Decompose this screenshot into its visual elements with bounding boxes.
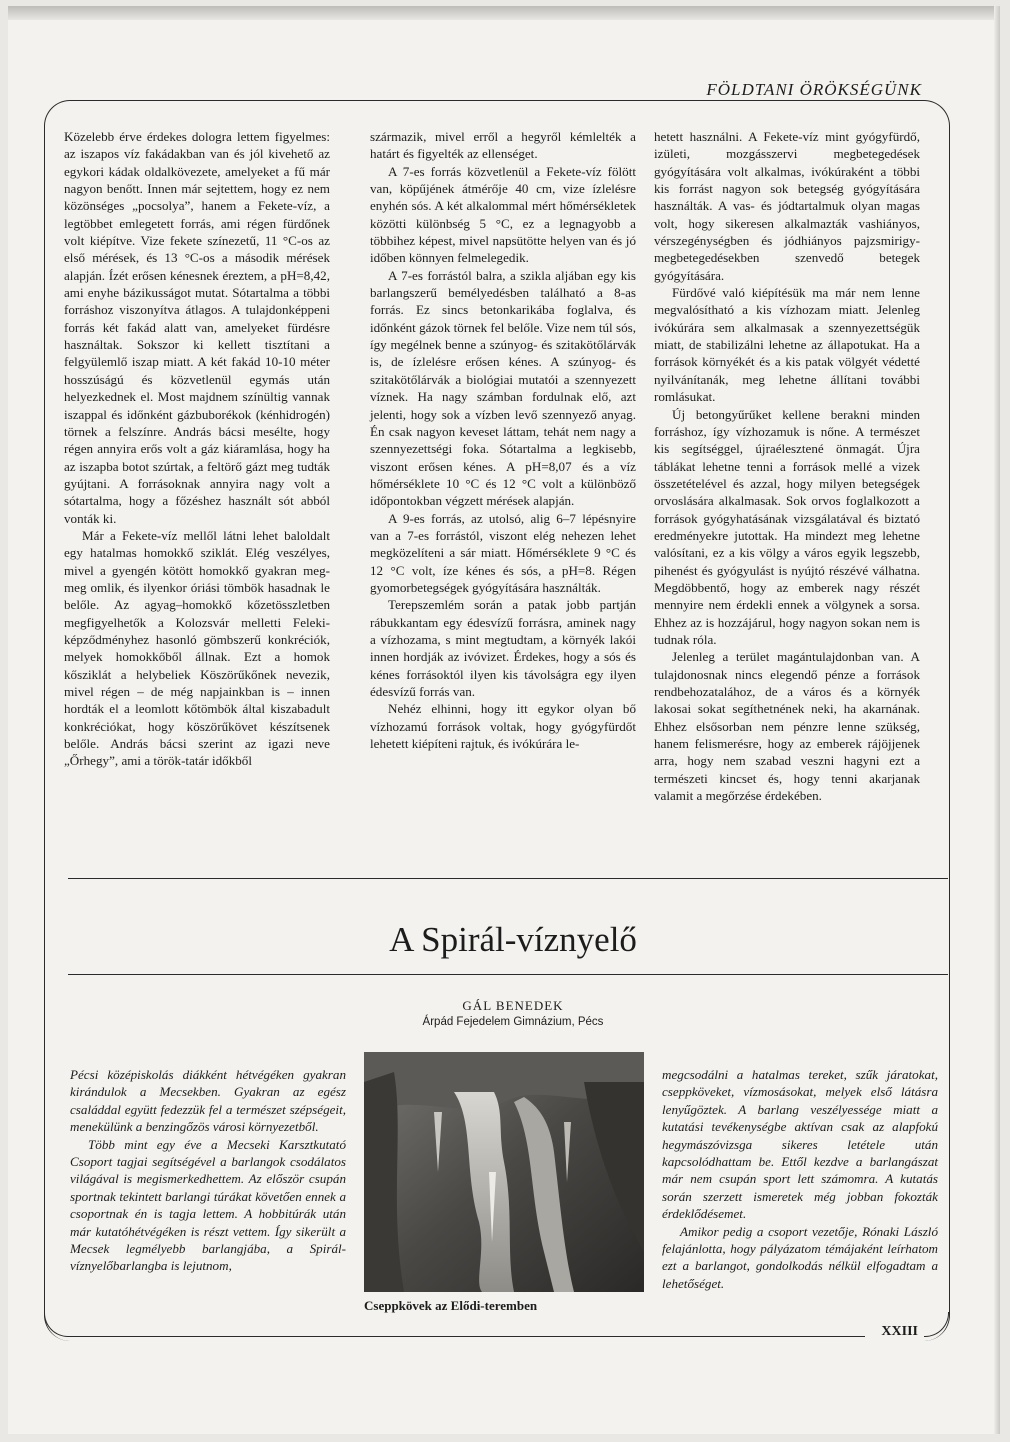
paragraph: megcsodálni a hatalmas tereket, szűk járatokat, cseppköveket, vízmosásokat, melyek első látásra lenyűgöztek. A barlang veszélyessége miatt a kutatási tevékenységbe aktívan csak az alapfokú hegymászóvizsga sikeres letétele után kapcsolódhattam be. Ettől kezdve a barlangászat már nem csupán sport lett számomra. A kutatás során szerzett ismeretek még jobban fokozták érdeklődésemet. (662, 1067, 938, 1222)
page-number: XXIII (877, 1324, 922, 1340)
paragraph: Már a Fekete-víz mellől látni lehet baloldalt egy hatalmas homokkő sziklát. Elég veszélyes, mivel a gyengén kötött homokkő gyakran meg-meg omlik, és ilyenkor óriási tömbök hasadnak le belőle. Az agyag–homokkő kőzetösszletben megfigyelhetők a Kolozsvár melletti Feleki-képződményhez hasonló gömbszerű konkréciók, melyek homokkőből állnak. Ezt a homok kősziklát a helybeliek Köszörűkőnek nevezik, mivel régen – de még napjainkban is – innen hordták el a leomlott kőtömbök által kiszabadult konkréciókat, hogy köszörűkövet készítsenek belőle. András bácsi szerint az igazi neve „Őrhegy”, ami a török-tatár időkből (64, 527, 330, 769)
article-author: GÁL BENEDEK (462, 998, 564, 1013)
magazine-page (8, 6, 1000, 1434)
page-frame-corner (924, 1312, 949, 1337)
paragraph: A 7-es forrás közvetlenül a Fekete-víz fölött van, köpűjének átmérője 40 cm, vize ízlelésre enyhén sós. A két alkalommal mért hőmérsékletek közötti különbség 5 °C, ez a legnagyobb a többihez képest, mivel napsütötte helyen van és jó időben könnyen felmelegedik. (370, 163, 636, 266)
paragraph: Amikor pedig a csoport vezetője, Rónaki László felajánlotta, hogy pályázatom témájaként leírhatom ezt a barlangot, gondolkodás nélkül elfogadtam a lehetőséget. (662, 1223, 938, 1291)
article-column-1 (64, 128, 330, 770)
intro-column-left (70, 1066, 346, 1275)
article-column-2 (370, 128, 636, 752)
article-column-3 (654, 128, 920, 804)
scan-edge-top (8, 6, 1000, 20)
paragraph: Terepszemlém során a patak jobb partján rábukkantam egy édesvízű forrásra, aminek nagy a vízhozama, s mint megtudtam, a környék lakói innen hordják az ivóvizet. Érdekes, hogy a sós és kénes forrásoktól ilyen kis távolságra egy ilyen édesvízű forrás van. (370, 597, 636, 699)
intro-column-right (662, 1066, 938, 1292)
paragraph: Közelebb érve érdekes dologra lettem figyelmes: az iszapos víz fakádakban van és jól kivehető az egykori kádak oldalkövezete, amelyeket a fű már nagyon benőtt. Innen már sejtettem, hogy ez nem közönséges „pocsolya”, hanem a Fekete-víz, a legtöbbet emlegetett forrás, ami régen fürdőnek volt kiépítve. Vize fekete színezetű, 11 °C-os az első mérések, és 13 °C-os a második mérések alapján. Ízét erősen kénesnek éreztem, a pH=8,42, ami enyhe bázikusságot mutat. Sótartalma a többi forráshoz viszonyítva átlagos. A tulajdonképpeni forrás két fakád alatt van, amelyeket fürdésre használtak. Sokszor ki kellett tisztítani a felgyülemlő iszap miatt. A két fakád 10-10 méter hosszúságú és közvetlenül egymás után helyezkednek el. Most majdnem színültig vannak iszappal és időnként gázbuborékok (kénhidrogén) törnek a felszínre. András bácsi mesélte, hogy régen annyira erős volt a gáz kiáramlása, hogy ha az iszapba botot szúrtak, a feltörő gázt meg tudták gyújtani. A forrásoknak annyira nagy volt a sótartalma, hogy a főzéshez használt sót abból vonták ki. (64, 129, 330, 526)
photo-caption: Cseppkövek az Elődi-teremben (364, 1298, 538, 1313)
section-divider (68, 878, 948, 879)
paragraph: Több mint egy éve a Mecseki Karsztkutató Csoport tagjai segítségével a barlangok csodálatos világával is megismerkedhettem. Az először csupán sportnak tekintett barlangi túrákat követően ennek a csoportnak én is tagja lettem. A hobbitúrák után már kutatóhétvégéken is részt vettem. Így sikerült a Mecsek legmélyebb barlangjába, a Spirál-víznyelőbarlangba is lejutnom, (70, 1136, 346, 1274)
paragraph: A 7-es forrástól balra, a szikla aljában egy kis barlangszerű bemélyedésben található a 8-as forrás. Ez sincs betonkarikába foglalva, és időnként gázok törnek fel belőle. Vize nem túl sós, így megélnek benne a szúnyog- és szitakötőlárvák is, de ízlelésre erősen kénes. A szúnyog- és szitakötőlárvák a biológiai mutatói a szennyezett víznek. Ha nagy számban fordulnak elő, azt jelenti, hogy sok a vízben levő szennyező anyag. Én csak nagyon keveset láttam, tehát nem nagy a szennyezettségi foka. Sótartalma a legkisebb, viszont erősen kénes. A pH=8,07 és a víz hőmérséklete 10 °C és 12 °C volt a különböző időpontokban végzett mérések alapján. (370, 267, 636, 509)
paragraph: A 9-es forrás, az utolsó, alig 6–7 lépésnyire van a 7-es forrástól, viszont elég nehezen lehet megközelíteni a sár miatt. Hőmérséklete 9 °C és 12 °C volt, íze kénes és sós, a pH=8. Régen gyomorbetegségek gyógyítására használták. (370, 510, 636, 595)
title-rule (68, 974, 948, 975)
paragraph: Pécsi középiskolás diákként hétvégéken gyakran kirándulok a Mecsekben. Gyakran az egész családdal együtt fedezzük fel a természet szépségeit, menekülünk a benzingőzös városi környezetből. (70, 1067, 346, 1135)
paragraph: Nehéz elhinni, hogy itt egykor olyan bő vízhozamú források voltak, hogy gyógyfürdőt lehetett kiépíteni rajtuk, és ivókúrára le- (370, 701, 636, 752)
paragraph: származik, mivel erről a hegyről kémlelték a határt és figyelték az ellenséget. (370, 129, 636, 162)
paragraph: Új betongyűrűket kellene berakni minden forráshoz, így vízhozamuk is nőne. A természet kis segítséggel, újraélesztené önmagát. Újra táblákat lehetne tenni a források mellé a vizek összetételével és azzal, hogy milyen betegségek orvoslására alkalmasak. Sok orvos foglalkozott a források gyógyhatásának vizsgálatával és biztató eredményekre jutottak. Ha mindezt meg lehetne valósítani, ez a kis völgy a város egyik legszebb, pihenést és gyógyulást is nyújtó részévé válhatna. Megdöbbentő, hogy az emberek nagy részét mennyire nem érdekli ennek a völgynek a sorsa. Ehhez az is hozzájárul, hogy nagyon sokan nem is tudnak róla. (654, 406, 920, 647)
paragraph: hetett használni. A Fekete-víz mint gyógyfürdő, izületi, mozgásszervi megbetegedések gyógyítására volt alkalmas, ivókúraként a többi kis forrást nagyon sok betegség gyógyítására használták. A vas- és jódtartalmuk olyan magas volt, hogy sikeresen alkalmazták vashiányos, vérszegénységben és jódhiányos pajzsmirigy-megbetegedésekben szenvedő betegek gyógyítására. (654, 129, 920, 283)
article-title: A Spirál-víznyelő (389, 920, 637, 959)
scan-edge-right (994, 6, 1000, 1434)
paragraph: Jelenleg a terület magántulajdonban van. A tulajdonosnak nincs elegendő pénze a források rendbehozatalához, de a város és a környék lakosai sokat segíthetnének neki, ha akarnának. Ehhez elsősorban nem pénzre lenne szükség, hanem felismerésre, hogy az emberek rájöjjenek arra, hogy nem szabad veszni hagyni ezt a természeti kincset és, hogy tenni akarjanak valamit a megőrzése érdekében. (654, 649, 920, 804)
page-frame-bottom (44, 1312, 865, 1337)
paragraph: Fürdővé való kiépítésük ma már nem lenne megvalósítható a kis vízhozam miatt. Jelenleg ivókúrára sem alkalmasak a szennyezettségük miatt, de stabilizálni lehetne az állapotukat. Ha a források környékét és a kis patak völgyét védetté nyilvánítanák, meg lehetne állítani további romlásukat. (654, 285, 920, 405)
cave-photo (364, 1052, 644, 1292)
author-affiliation: Árpád Fejedelem Gimnázium, Pécs (422, 1016, 604, 1028)
running-head: FÖLDTANI ÖRÖKSÉGÜNK (706, 80, 922, 99)
cave-photo-image (364, 1052, 644, 1292)
